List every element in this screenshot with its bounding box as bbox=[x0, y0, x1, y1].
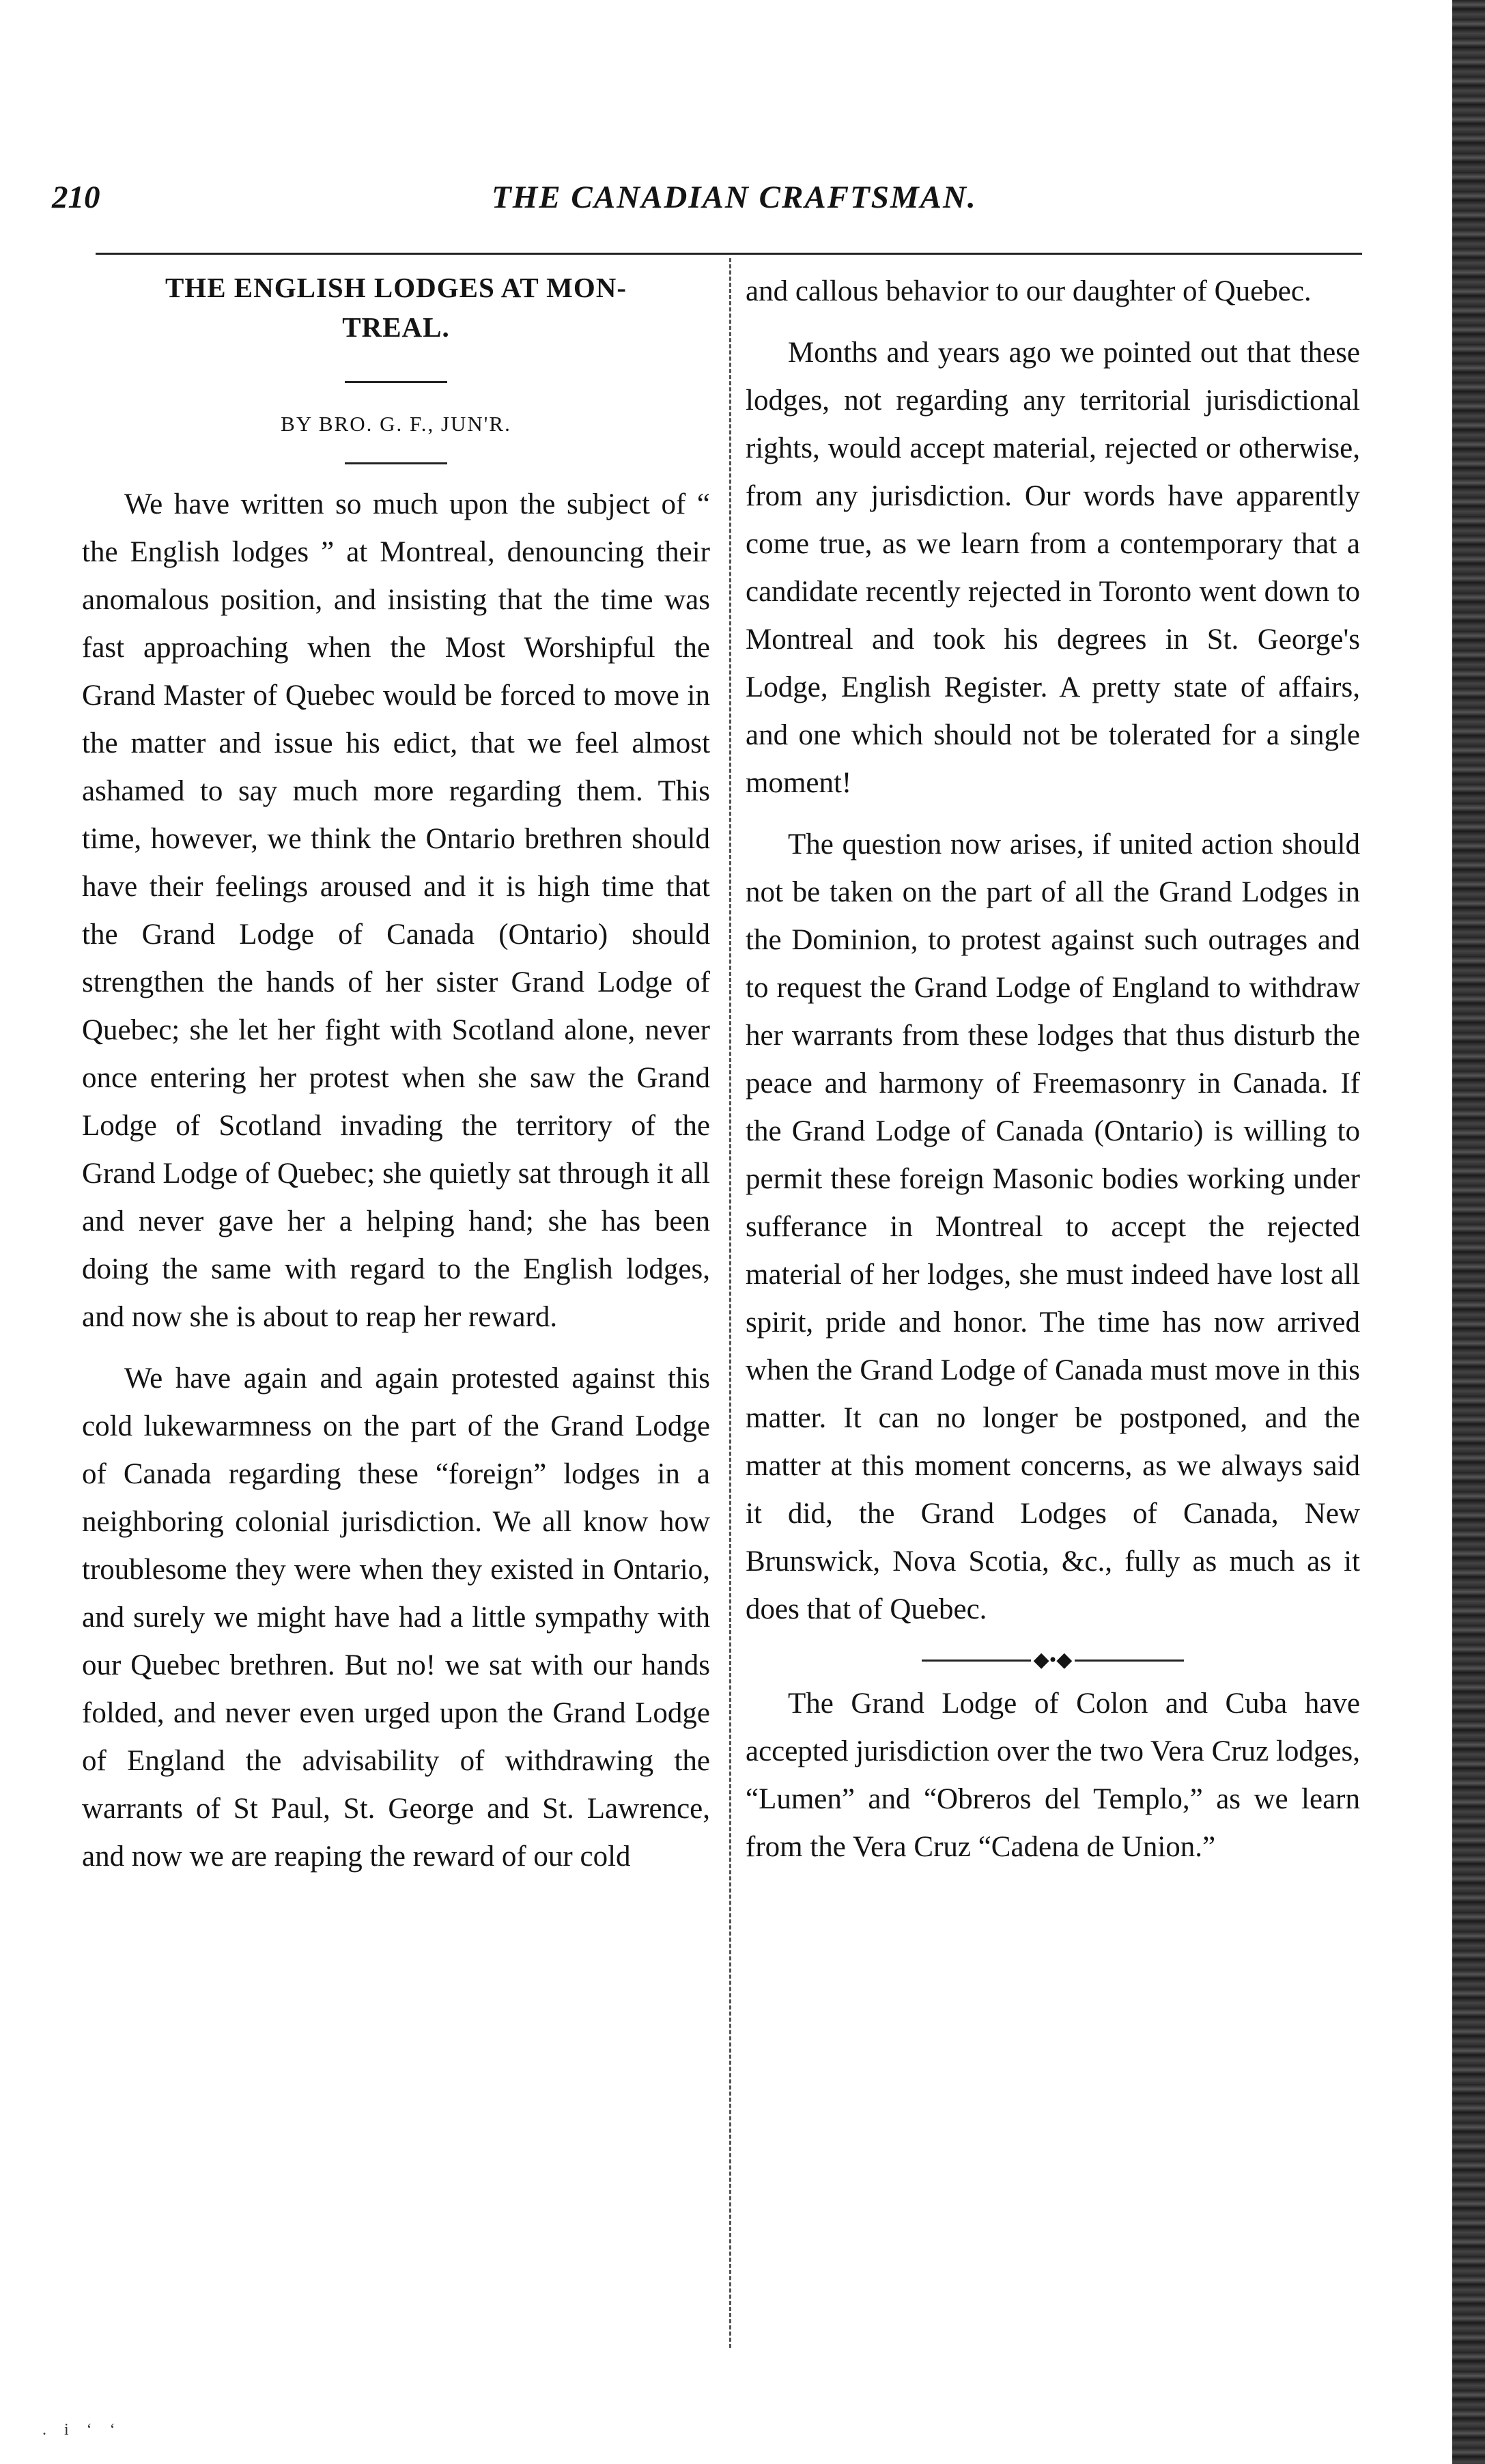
article-title bbox=[82, 268, 710, 347]
page-header bbox=[41, 179, 1366, 227]
byline-rule bbox=[345, 462, 447, 464]
journal-title: THE CANADIAN CRAFTSMAN. bbox=[492, 180, 977, 215]
title-rule bbox=[345, 381, 447, 383]
article-paragraph-1: We have written so much upon the subject of “ the English lodges ” at Montreal, denouncing their anomalous position, and insisting that the time was fast approaching when the Most Worshipful the Grand Master of Quebec would be forced to move in the matter and issue his edict, that we feel almost ashamed to say much more regarding them. This time, however, we think the Ontario brethren should have their feelings aroused and it is high time that the Grand Lodge of Canada (Ontario) should strengthen the hands of her sister Grand Lodge of Quebec; she let her fight with Scotland alone, never once entering her protest when she saw the Grand Lodge of Scotland invading the territory of the Grand Lodge of Quebec; she quietly sat through it all and never gave her a helping hand; she has been doing the same with regard to the English lodges, and now she is about to reap her reward. bbox=[82, 488, 710, 1333]
section-ornament bbox=[746, 1650, 1360, 1670]
scanned-page-edge bbox=[1452, 0, 1485, 2464]
article-paragraph-4: The question now arises, if united action should not be taken on the part of all the Grand Lodges in the Dominion, to protest against such outrages and to request the Grand Lodge of England to withdraw her warrants from these lodges that thus disturb the peace and harmony of Freemasonry in Canada. If the Grand Lodge of Canada (Ontario) is willing to permit these foreign Masonic bodies working under sufferance in Montreal to accept the rejected material of her lodges, she must indeed have lost all spirit, pride and honor. The time has now arrived when the Grand Lodge of Canada must move in this matter. It can no longer be postponed, and the matter at this moment concerns, as we always said it did, the Grand Lodges of Canada, New Brunswick, Nova Scotia, &c., fully as much as it does that of Quebec. bbox=[746, 828, 1360, 1625]
ornament-line-left bbox=[922, 1660, 1031, 1662]
article-paragraph-2: We have again and again protested against this cold lukewarmness on the part of the Grand Lodge of Canada regarding these “foreign” lodges in a neighboring colonial jurisdiction. We all know how troublesome they were when they existed in Ontario, and surely we might have had a little sympathy with our Quebec brethren. But no! we sat with our hands folded, and never even urged upon the Grand Lodge of England the advisability of withdrawing the warrants of St Paul, St. George and St. Lawrence, and now we are reaping the reward of our cold bbox=[82, 1362, 710, 1873]
article-title-line-1: THE ENGLISH LODGES AT MON- bbox=[165, 272, 627, 303]
article-paragraph-2-continued: and callous behavior to our daughter of Quebec. bbox=[746, 275, 1312, 307]
column-divider bbox=[729, 258, 731, 2348]
byline: BY BRO. G. F., JUN'R. bbox=[281, 412, 511, 436]
article-paragraph-3: Months and years ago we pointed out that these lodges, not regarding any territorial jurisdictional rights, would accept material, rejected or otherwise, from any jurisdiction. Our words have apparently come true, as we learn from a contemporary that a candidate recently rejected in Toronto went down to Montreal and took his degrees in St. George's Lodge, English Register. A pretty state of affairs, and one which should not be tolerated for a single moment! bbox=[746, 337, 1360, 799]
note-paragraph: The Grand Lodge of Colon and Cuba have accepted jurisdiction over the two Vera Cruz lodges, “Lumen” and “Obreros del Templo,” as we learn from the Vera Cruz “Cadena de Union.” bbox=[746, 1688, 1360, 1863]
margin-marks: . i ‘ ‘ bbox=[42, 2421, 122, 2439]
ornament-line-right bbox=[1075, 1660, 1184, 1662]
ornament-diamond-icon: ◆•◆ bbox=[1033, 1649, 1073, 1671]
header-rule bbox=[96, 253, 1362, 255]
left-column bbox=[82, 268, 710, 1881]
right-column bbox=[746, 268, 1360, 1871]
page-number: 210 bbox=[52, 180, 100, 215]
article-title-line-2: TREAL. bbox=[342, 311, 450, 343]
